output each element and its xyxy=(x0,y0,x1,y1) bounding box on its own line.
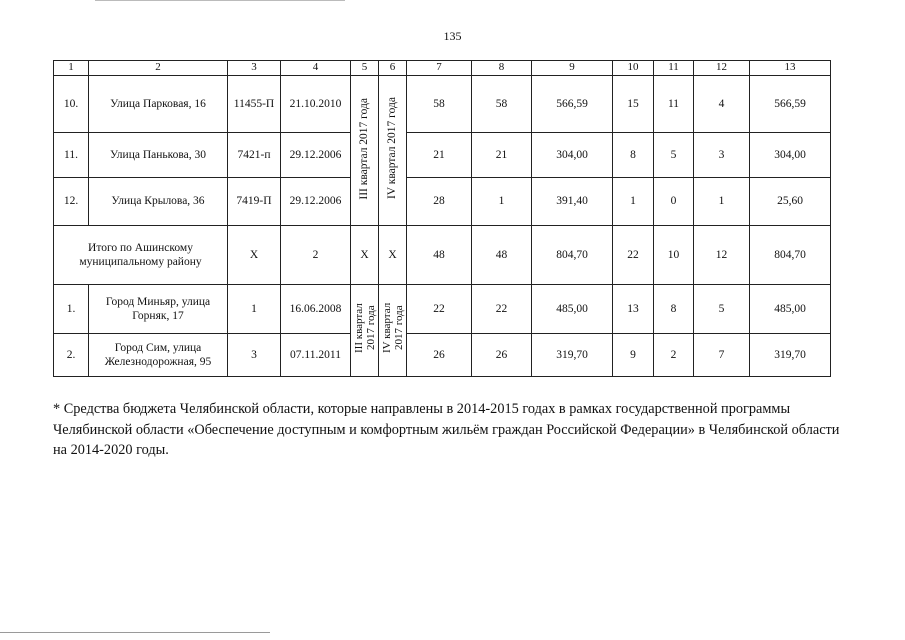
value-cell: 58 xyxy=(407,76,472,133)
value-cell: X xyxy=(379,226,407,285)
total-row xyxy=(54,226,831,285)
value-cell: 304,00 xyxy=(532,133,613,178)
doc-date-cell: 16.06.2008 xyxy=(281,285,351,334)
value-cell: 15 xyxy=(613,76,654,133)
end-period-text: IV квартал 2017 года xyxy=(381,303,406,354)
value-cell: 8 xyxy=(654,285,694,334)
row-number: 2. xyxy=(54,334,89,377)
column-number: 5 xyxy=(351,61,379,76)
value-cell: 7 xyxy=(694,334,750,377)
start-period-cell xyxy=(351,76,379,226)
address-cell: Улица Крылова, 36 xyxy=(89,178,228,226)
value-cell: X xyxy=(351,226,379,285)
value-cell: 391,40 xyxy=(532,178,613,226)
doc-date-cell: 21.10.2010 xyxy=(281,76,351,133)
table-row xyxy=(54,178,831,226)
end-period-text: IV квартал 2017 года xyxy=(386,97,399,200)
value-cell: 10 xyxy=(654,226,694,285)
start-period-cell xyxy=(351,285,379,377)
end-period-cell xyxy=(379,285,407,377)
doc-number-cell: 11455-П xyxy=(228,76,281,133)
row-number: 10. xyxy=(54,76,89,133)
value-cell: X xyxy=(228,226,281,285)
column-number: 12 xyxy=(694,61,750,76)
value-cell: 1 xyxy=(694,178,750,226)
value-cell: 4 xyxy=(694,76,750,133)
doc-date-cell: 29.12.2006 xyxy=(281,178,351,226)
value-cell: 5 xyxy=(694,285,750,334)
value-cell: 3 xyxy=(694,133,750,178)
column-number: 1 xyxy=(54,61,89,76)
column-number: 6 xyxy=(379,61,407,76)
value-cell: 566,59 xyxy=(750,76,831,133)
value-cell: 26 xyxy=(407,334,472,377)
total-label: Итого по Ашинскому муниципальному району xyxy=(54,226,228,285)
value-cell: 1 xyxy=(472,178,532,226)
column-number-row xyxy=(54,61,831,76)
value-cell: 319,70 xyxy=(532,334,613,377)
end-period-cell xyxy=(379,76,407,226)
doc-number-cell: 7419-П xyxy=(228,178,281,226)
value-cell: 804,70 xyxy=(750,226,831,285)
table-row xyxy=(54,285,831,334)
value-cell: 5 xyxy=(654,133,694,178)
doc-date-cell: 29.12.2006 xyxy=(281,133,351,178)
scan-artifact-bottom xyxy=(0,632,270,633)
value-cell: 804,70 xyxy=(532,226,613,285)
table-row xyxy=(54,76,831,133)
column-number: 2 xyxy=(89,61,228,76)
housing-table xyxy=(53,60,831,377)
value-cell: 2 xyxy=(654,334,694,377)
column-number: 8 xyxy=(472,61,532,76)
address-cell: Город Миньяр, улица Горняк, 17 xyxy=(89,285,228,334)
doc-date-cell: 07.11.2011 xyxy=(281,334,351,377)
table-row xyxy=(54,133,831,178)
doc-number-cell: 1 xyxy=(228,285,281,334)
value-cell: 9 xyxy=(613,334,654,377)
column-number: 7 xyxy=(407,61,472,76)
value-cell: 22 xyxy=(613,226,654,285)
address-cell: Улица Панькова, 30 xyxy=(89,133,228,178)
row-number: 12. xyxy=(54,178,89,226)
value-cell: 25,60 xyxy=(750,178,831,226)
column-number: 9 xyxy=(532,61,613,76)
table-row xyxy=(54,334,831,377)
column-number: 10 xyxy=(613,61,654,76)
value-cell: 58 xyxy=(472,76,532,133)
column-number: 4 xyxy=(281,61,351,76)
value-cell: 22 xyxy=(472,285,532,334)
value-cell: 485,00 xyxy=(750,285,831,334)
value-cell: 11 xyxy=(654,76,694,133)
value-cell: 304,00 xyxy=(750,133,831,178)
value-cell: 48 xyxy=(407,226,472,285)
column-number: 13 xyxy=(750,61,831,76)
scan-artifact-top xyxy=(95,0,345,1)
row-number: 1. xyxy=(54,285,89,334)
value-cell: 26 xyxy=(472,334,532,377)
value-cell: 13 xyxy=(613,285,654,334)
footnote: * Средства бюджета Челябинской области, которые направлены в 2014-2015 годах в рамках государственной программы Челябинской области «Обеспечение доступным и комфортным жильём граждан Российской Федерации» в Челябинской области на 2014-2020 годы. xyxy=(53,401,840,459)
start-period-text: III квартал 2017 года xyxy=(358,97,371,200)
value-cell: 8 xyxy=(613,133,654,178)
value-cell: 28 xyxy=(407,178,472,226)
value-cell: 48 xyxy=(472,226,532,285)
value-cell: 1 xyxy=(613,178,654,226)
value-cell: 21 xyxy=(407,133,472,178)
doc-number-cell: 3 xyxy=(228,334,281,377)
value-cell: 566,59 xyxy=(532,76,613,133)
value-cell: 22 xyxy=(407,285,472,334)
address-cell: Улица Парковая, 16 xyxy=(89,76,228,133)
value-cell: 21 xyxy=(472,133,532,178)
value-cell: 319,70 xyxy=(750,334,831,377)
row-number: 11. xyxy=(54,133,89,178)
value-cell: 12 xyxy=(694,226,750,285)
address-cell: Город Сим, улица Железнодорожная, 95 xyxy=(89,334,228,377)
column-number: 3 xyxy=(228,61,281,76)
value-cell: 0 xyxy=(654,178,694,226)
value-cell: 2 xyxy=(281,226,351,285)
column-number: 11 xyxy=(654,61,694,76)
page-number: 135 xyxy=(443,29,462,43)
start-period-text: III квартал 2017 года xyxy=(353,303,378,354)
value-cell: 485,00 xyxy=(532,285,613,334)
doc-number-cell: 7421-п xyxy=(228,133,281,178)
